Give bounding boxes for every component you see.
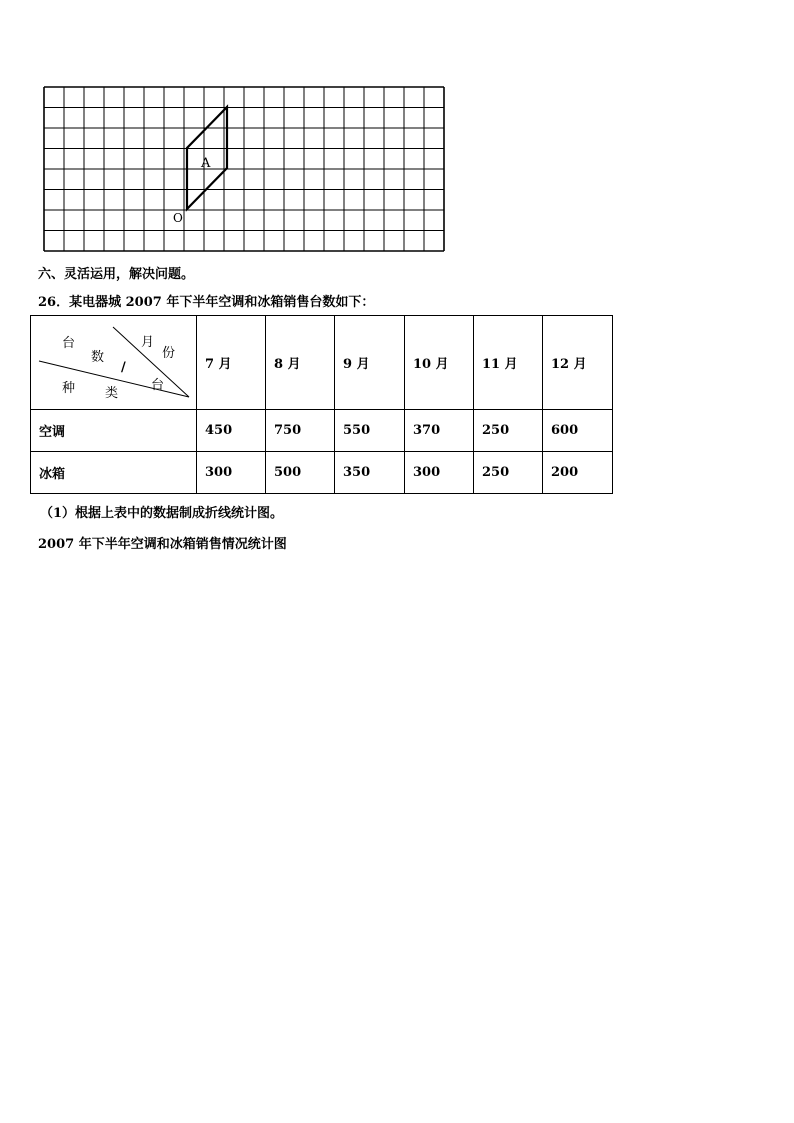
month-header: 7 月 [197, 316, 266, 410]
corner-label: 种 [62, 381, 76, 396]
month-header: 12 月 [543, 316, 613, 410]
row-label: 空调 [31, 410, 197, 452]
grid-figure [43, 86, 445, 254]
table-cell: 500 [266, 452, 335, 494]
month-header: 10 月 [405, 316, 474, 410]
sub-question-text: （1）根据上表中的数据制成折线统计图。 [40, 506, 284, 521]
table-cell: 350 [335, 452, 405, 494]
table-cell: 600 [543, 410, 613, 452]
table-cell: 250 [474, 452, 543, 494]
vertex-label-a: A [201, 156, 211, 171]
diagonal-header-cell [31, 316, 197, 410]
corner-label: 台 [151, 378, 165, 393]
sales-table [30, 315, 613, 494]
table-cell: 250 [474, 410, 543, 452]
row-label: 冰箱 [31, 452, 197, 494]
vertex-label-o: O [173, 211, 183, 225]
corner-slash: / [121, 360, 126, 375]
table-cell: 300 [197, 452, 266, 494]
table-cell: 450 [197, 410, 266, 452]
month-header: 8 月 [266, 316, 335, 410]
month-header: 11 月 [474, 316, 543, 410]
corner-label: 数 [91, 350, 105, 365]
month-header: 9 月 [335, 316, 405, 410]
table-cell: 370 [405, 410, 474, 452]
table-cell: 300 [405, 452, 474, 494]
question-text: 26．某电器城 2007 年下半年空调和冰箱销售台数如下： [38, 295, 375, 310]
table-cell: 550 [335, 410, 405, 452]
table-row [31, 410, 613, 452]
corner-label: 份 [162, 346, 176, 361]
table-cell: 200 [543, 452, 613, 494]
table-header-row [31, 316, 613, 410]
table-row [31, 452, 613, 494]
grid-lines [44, 87, 444, 251]
section-heading: 六、灵活运用，解决问题。 [38, 267, 195, 282]
table-cell: 750 [266, 410, 335, 452]
corner-label: 台 [62, 336, 76, 351]
corner-label: 类 [105, 386, 119, 401]
corner-label: 月 [141, 335, 155, 350]
chart-title: 2007 年下半年空调和冰箱销售情况统计图 [38, 537, 287, 552]
